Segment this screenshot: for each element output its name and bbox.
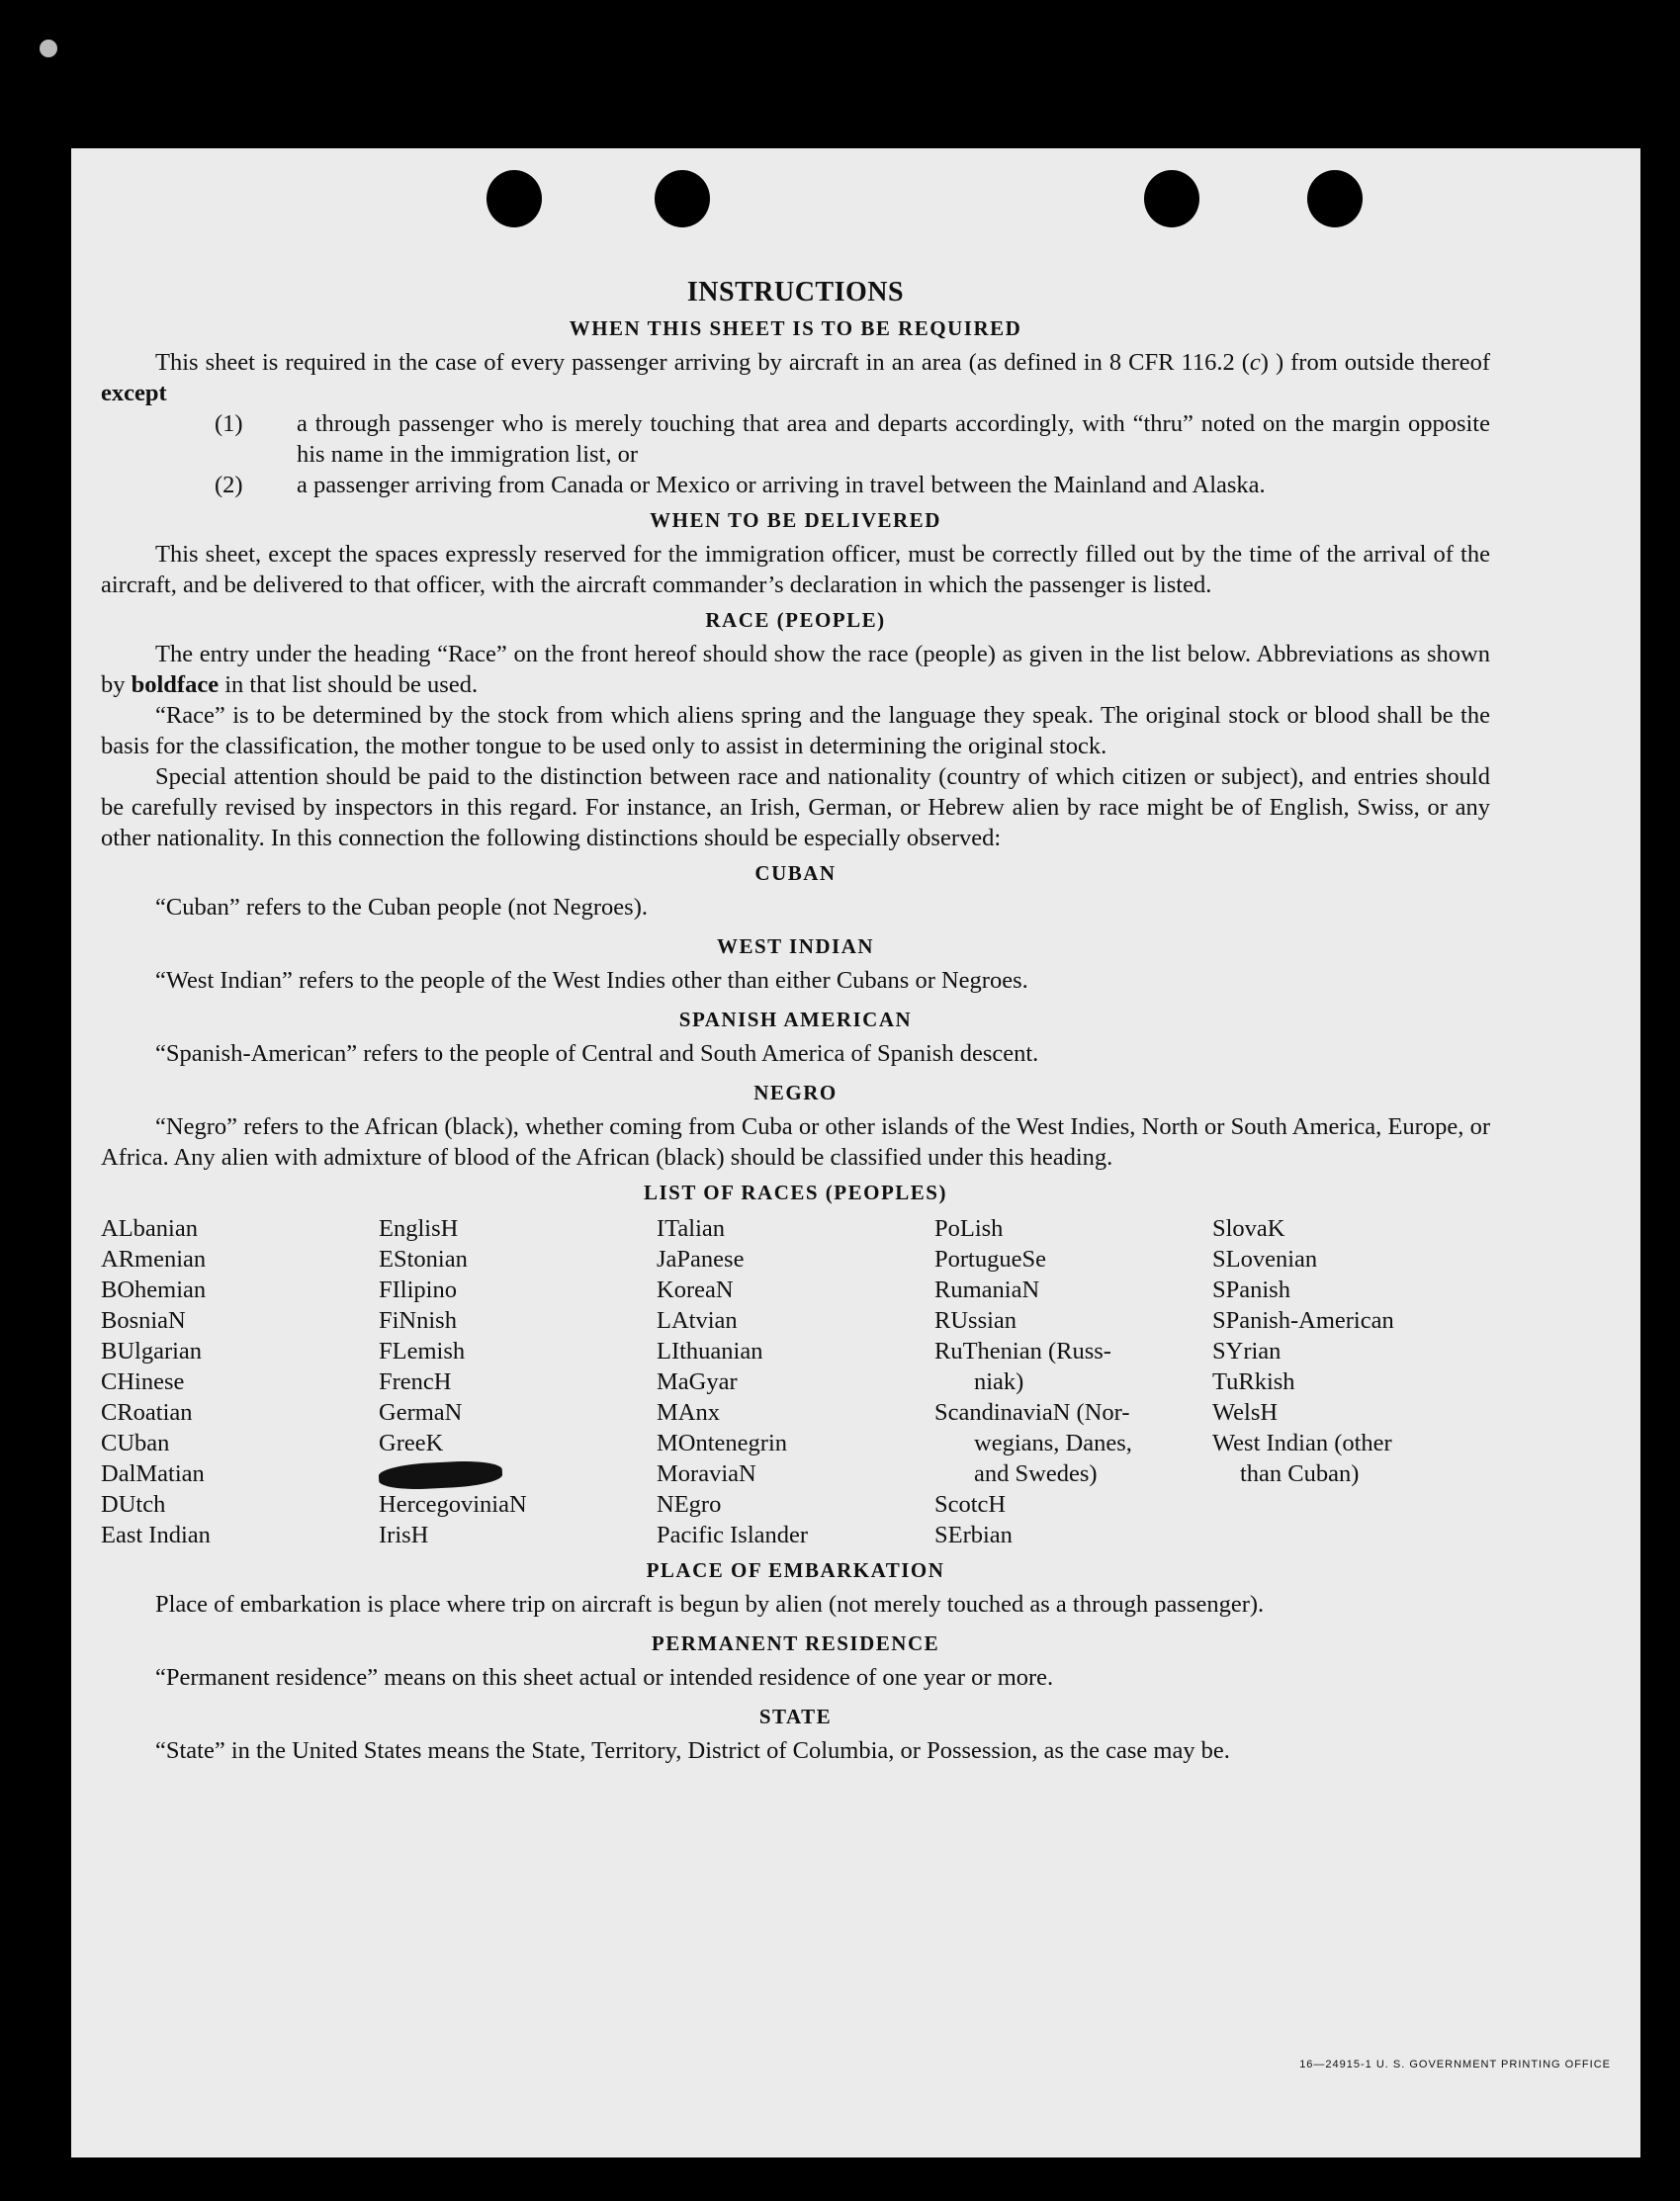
- race-entry: SYrian: [1212, 1338, 1282, 1365]
- delivered-text: This sheet, except the spaces expressly reserved for the immigration officer, must be correctly filled out by the time of the arrival of the aircraft, and be delivered to that officer, with the aircraft commander’s declaration in which the passenger is listed.: [101, 541, 1490, 598]
- race-entry: RUssian: [934, 1307, 1017, 1334]
- page-title: INSTRUCTIONS: [686, 277, 905, 308]
- heading-cuban: CUBAN: [754, 861, 837, 885]
- race-entry-continued: wegians, Danes,: [974, 1430, 1132, 1456]
- race-entry-continued: niak): [974, 1368, 1024, 1395]
- race-entry: DalMatian: [101, 1460, 205, 1487]
- races-column-3: [657, 1213, 934, 1550]
- heading-west-indian: WEST INDIAN: [716, 934, 875, 958]
- exception-item-2: (2) a passenger arriving from Canada or Mexico or arriving in travel between the Mainland and Alaska.: [215, 472, 1266, 498]
- race-entry: FIlipino: [379, 1277, 457, 1303]
- race-paragraph-2: “Race” is to be determined by the stock from which aliens spring and the language they speak. The original stock or blood shall be the basis for the classification, the mother tongue to be used only to assist in determining the original stock.: [101, 702, 1490, 759]
- race-entry: ScandinaviaN (Nor-: [934, 1399, 1130, 1426]
- punch-hole: [655, 170, 710, 227]
- races-column-5: [1212, 1213, 1490, 1550]
- race-entry: MoraviaN: [657, 1460, 756, 1487]
- race-entry: DUtch: [101, 1491, 166, 1518]
- cuban-text: “Cuban” refers to the Cuban people (not Negroes).: [155, 894, 648, 921]
- race-entry: SlovaK: [1212, 1215, 1285, 1242]
- race-entry: KoreaN: [657, 1277, 734, 1303]
- negro-text: “Negro” refers to the African (black), whether coming from Cuba or other islands of the West Indies, North or South America, Europe, or Africa. Any alien with admixture of blood of the African (black) should be classified under this heading.: [101, 1113, 1490, 1171]
- race-entry: ARmenian: [101, 1246, 207, 1273]
- race-entry: PortugueSe: [934, 1246, 1046, 1273]
- race-entry: HercegoviniaN: [379, 1491, 527, 1518]
- document-sheet: [71, 148, 1640, 2157]
- heading-permanent-residence: PERMANENT RESIDENCE: [651, 1631, 940, 1655]
- exception-item-1: (1) a through passenger who is merely touching that area and departs accordingly, with “thru” noted on the margin opposite his name in the immigration list, or: [215, 410, 1490, 468]
- race-entry: BOhemian: [101, 1277, 207, 1303]
- race-paragraph-3: Special attention should be paid to the distinction between race and nationality (country of which citizen or subject), and entries should be carefully revised by inspectors in this regard. For instance, an Irish, German, or Hebrew alien by race might be of English, Swiss, or any other nationality. In this connection the following distinctions should be especially observed:: [101, 763, 1490, 851]
- west-indian-text: “West Indian” refers to the people of the West Indies other than either Cubans or Negroes.: [155, 967, 1028, 994]
- race-paragraph-1: The entry under the heading “Race” on the front hereof should show the race (people) as given in the list below. Abbreviations as shown by boldface in that list should be used.: [101, 641, 1490, 698]
- race-entry: SErbian: [934, 1522, 1013, 1548]
- race-entry: FiNnish: [379, 1307, 457, 1334]
- race-entry: MaGyar: [657, 1368, 738, 1395]
- race-entry: LAtvian: [657, 1307, 738, 1334]
- scan-artifact-dot: [40, 40, 57, 57]
- heading-list-of-races: LIST OF RACES (PEOPLES): [644, 1181, 947, 1204]
- punch-hole: [486, 170, 542, 227]
- race-entry: FrencH: [379, 1368, 452, 1395]
- heading-embarkation: PLACE OF EMBARKATION: [646, 1558, 945, 1582]
- races-list: [101, 1213, 1490, 1550]
- race-entry: ScotcH: [934, 1491, 1007, 1518]
- race-entry-continued: than Cuban): [1240, 1460, 1360, 1487]
- race-entry: TuRkish: [1212, 1368, 1295, 1395]
- residence-text: “Permanent residence” means on this sheet actual or intended residence of one year or more.: [155, 1664, 1054, 1691]
- state-text: “State” in the United States means the State, Territory, District of Columbia, or Possession, as the case may be.: [155, 1737, 1230, 1764]
- race-entry: East Indian: [101, 1522, 211, 1548]
- heading-spanish-american: SPANISH AMERICAN: [678, 1008, 913, 1031]
- races-column-2: [379, 1213, 657, 1550]
- race-entry: BosniaN: [101, 1307, 186, 1334]
- race-entry: GermaN: [379, 1399, 463, 1426]
- heading-negro: NEGRO: [753, 1081, 838, 1104]
- required-intro: This sheet is required in the case of every passenger arriving by aircraft in an area (as defined in 8 CFR 116.2 (c) ) from outside thereof except: [101, 349, 1490, 406]
- punch-hole: [1144, 170, 1199, 227]
- race-entry-continued: and Swedes): [974, 1460, 1098, 1487]
- race-entry: CHinese: [101, 1368, 185, 1395]
- heading-state: STATE: [758, 1705, 833, 1728]
- printer-imprint: 16—24915-1 U. S. GOVERNMENT PRINTING OFFICE: [1299, 2059, 1611, 2070]
- race-entry: ALbanian: [101, 1215, 198, 1242]
- race-entry: RumaniaN: [934, 1277, 1040, 1303]
- heading-required: WHEN THIS SHEET IS TO BE REQUIRED: [569, 316, 1022, 340]
- race-entry: WelsH: [1212, 1399, 1279, 1426]
- race-entry: SLovenian: [1212, 1246, 1318, 1273]
- race-entry: BUlgarian: [101, 1338, 203, 1365]
- race-entry: LIthuanian: [657, 1338, 763, 1365]
- race-entry: EStonian: [379, 1246, 468, 1273]
- race-entry: NEgro: [657, 1491, 722, 1518]
- race-entry: JaPanese: [657, 1246, 745, 1273]
- race-entry: EnglisH: [379, 1215, 459, 1242]
- race-entry: ITalian: [657, 1215, 726, 1242]
- race-entry: West Indian (other: [1212, 1430, 1392, 1456]
- race-entry: IrisH: [379, 1522, 429, 1548]
- race-entry: FLemish: [379, 1338, 466, 1365]
- redaction-mark: [378, 1459, 502, 1492]
- race-entry: RuThenian (Russ-: [934, 1338, 1111, 1365]
- punch-hole: [1307, 170, 1363, 227]
- spanish-american-text: “Spanish-American” refers to the people of Central and South America of Spanish descent.: [155, 1040, 1039, 1067]
- race-entry: GreeK: [379, 1430, 444, 1456]
- race-entry: MAnx: [657, 1399, 720, 1426]
- race-entry: Pacific Islander: [657, 1522, 809, 1548]
- race-entry: SPanish: [1212, 1277, 1290, 1303]
- races-column-4: [934, 1213, 1212, 1550]
- race-entry: CUban: [101, 1430, 170, 1456]
- race-entry: PoLish: [934, 1215, 1004, 1242]
- heading-delivered: WHEN TO BE DELIVERED: [650, 508, 941, 532]
- races-column-1: [101, 1213, 379, 1550]
- race-entry: CRoatian: [101, 1399, 193, 1426]
- heading-race: RACE (PEOPLE): [705, 608, 886, 632]
- race-entry: MOntenegrin: [657, 1430, 787, 1456]
- instructions-content: [101, 277, 1490, 1766]
- embarkation-text: Place of embarkation is place where trip on aircraft is begun by alien (not merely touched as a through passenger).: [155, 1591, 1265, 1618]
- race-entry: SPanish-American: [1212, 1307, 1394, 1334]
- redacted-entry: [379, 1458, 657, 1489]
